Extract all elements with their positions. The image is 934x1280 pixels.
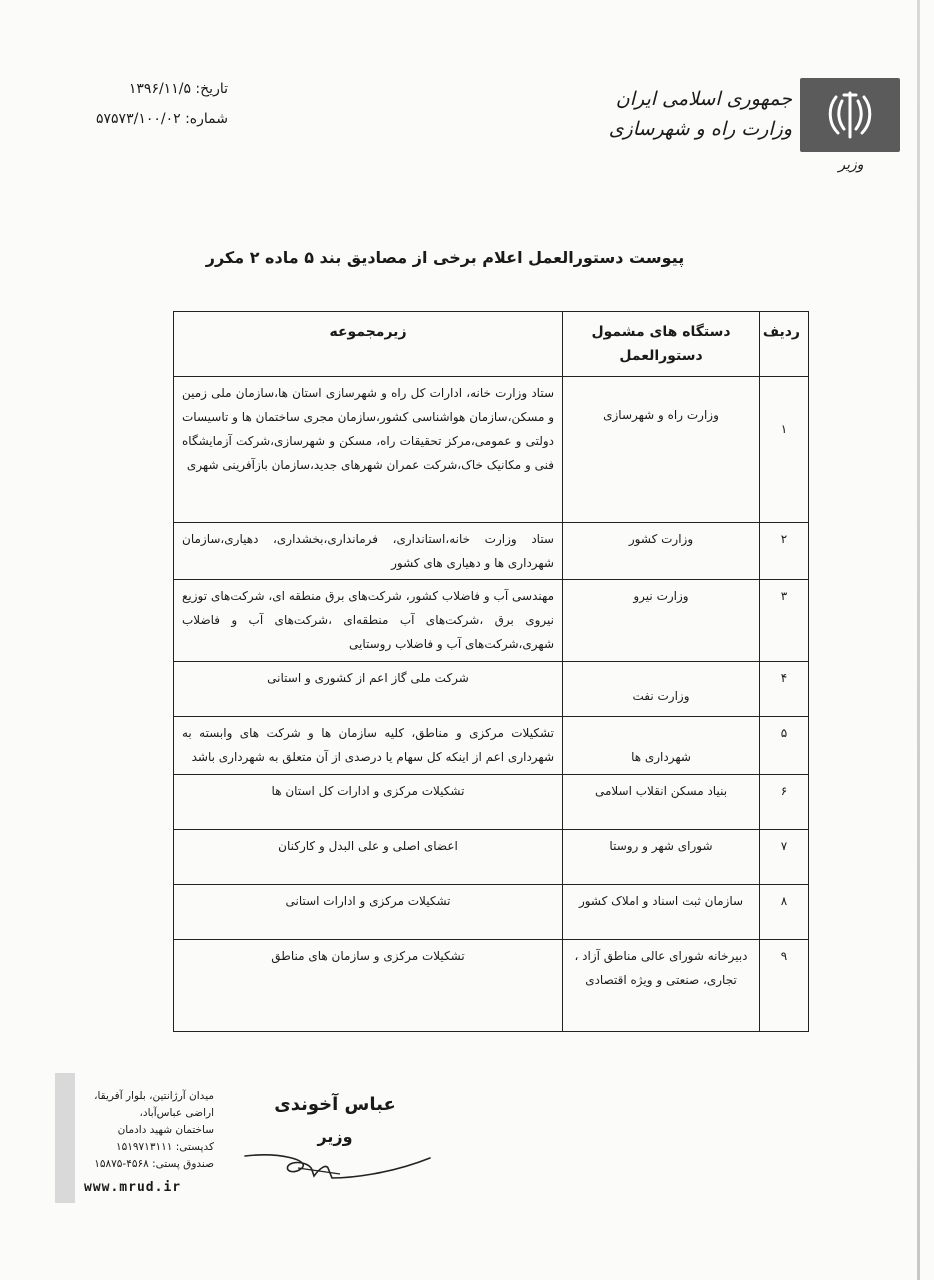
- table-row: [174, 940, 809, 1032]
- row-device: بنیاد مسکن انقلاب اسلامی: [563, 775, 760, 830]
- address-line: میدان آرژانتین، بلوار آفریقا،: [94, 1090, 214, 1102]
- appendix-table: [173, 311, 809, 1032]
- signature-icon: [240, 1138, 440, 1188]
- document-title: پیوست دستورالعمل اعلام برخی از مصادیق بند ۵ ماده ۲ مکرر: [205, 248, 685, 267]
- row-number: ۷: [760, 830, 809, 885]
- letter-meta: [78, 74, 228, 134]
- row-number: ۸: [760, 885, 809, 940]
- scan-edge: [917, 0, 920, 1280]
- row-device: وزارت نیرو: [563, 580, 760, 662]
- table-row: [174, 523, 809, 580]
- table-row: [174, 885, 809, 940]
- row-device: شورای شهر و روستا: [563, 830, 760, 885]
- iran-emblem-icon: [800, 78, 900, 152]
- footer-sidebar-strip: [55, 1073, 75, 1203]
- header-device: دستگاه های مشمول دستورالعمل: [563, 312, 760, 377]
- postal-code: کدپستی: ۱۵۱۹۷۱۳۱۱۱: [115, 1141, 214, 1153]
- table-row: [174, 717, 809, 775]
- row-device: وزارت راه و شهرسازی: [563, 377, 760, 523]
- row-device: وزارت کشور: [563, 523, 760, 580]
- letter-number: شماره: ۵۷۵۷۳/۱۰۰/۰۲: [96, 111, 228, 127]
- signer-name: عباس آخوندی: [274, 1094, 396, 1115]
- table-row: [174, 775, 809, 830]
- table-row: [174, 377, 809, 523]
- row-number: ۶: [760, 775, 809, 830]
- row-subset: تشکیلات مرکزی و ادارات کل استان ها: [174, 775, 563, 830]
- row-subset: ستاد وزارت خانه،استانداری، فرمانداری،بخشداری، دهیاری،سازمان شهرداری ها و دهیاری های کشور: [174, 523, 563, 580]
- row-subset: ستاد وزارت خانه، ادارات کل راه و شهرسازی استان ها،سازمان ملی زمین و مسکن،سازمان هواشناسی کشور،سازمان مجری ساختمان ها و تاسیسات دولتی و عمومی،مرکز تحقیقات راه، مسکن و شهرسازی،شرکت آزمایشگاه فنی و مکانیک خاک،شرکت عمران شهرهای جدید،سازمان بازآفرینی شهری: [174, 377, 563, 523]
- table-row: [174, 580, 809, 662]
- row-subset: شرکت ملی گاز اعم از کشوری و استانی: [174, 662, 563, 717]
- table-header-row: [174, 312, 809, 377]
- row-subset: مهندسی آب و فاضلاب کشور، شرکت‌های برق منطقه ای، شرکت‌های توزیع نیروی برق ،شرکت‌های آب منطقه‌ای ،شرکت‌های آب و فاضلاب شهری،شرکت‌های آب و فاضلاب روستایی: [174, 580, 563, 662]
- row-device: سازمان ثبت اسناد و املاک کشور: [563, 885, 760, 940]
- table-row: [174, 662, 809, 717]
- row-number: ۵: [760, 717, 809, 775]
- website-link[interactable]: www.mrud.ir: [84, 1180, 182, 1195]
- letter-date: تاریخ: ۱۳۹۶/۱۱/۵: [128, 81, 228, 97]
- organization-name: [609, 84, 792, 144]
- signer-role: وزیر: [317, 1127, 353, 1146]
- row-device: شهرداری ها: [563, 717, 760, 775]
- row-device: وزارت نفت: [563, 662, 760, 717]
- row-number: ۱: [760, 377, 809, 523]
- row-number: ۹: [760, 940, 809, 1032]
- minister-tag: وزیر: [838, 157, 864, 173]
- row-number: ۲: [760, 523, 809, 580]
- header-row-no: ردیف: [760, 312, 809, 377]
- row-subset: تشکیلات مرکزی و ادارات استانی: [174, 885, 563, 940]
- ministry-address: [82, 1088, 214, 1173]
- row-number: ۴: [760, 662, 809, 717]
- org-line-2: وزارت راه و شهرسازی: [608, 118, 792, 140]
- address-line: ساختمان شهید دادمان: [117, 1124, 214, 1136]
- row-number: ۳: [760, 580, 809, 662]
- po-box: صندوق پستی: ۴۵۶۸-۱۵۸۷۵: [94, 1158, 214, 1170]
- header-subset: زیرمجموعه: [174, 312, 563, 377]
- row-device: دبیرخانه شورای عالی مناطق آزاد ، تجاری، صنعتی و ویژه اقتصادی: [563, 940, 760, 1032]
- table-row: [174, 830, 809, 885]
- org-line-1: جمهوری اسلامی ایران: [615, 88, 792, 110]
- row-subset: تشکیلات مرکزی و مناطق، کلیه سازمان ها و شرکت های وابسته به شهرداری اعم از اینکه کل سهام یا درصدی از آن متعلق به شهرداری باشد: [174, 717, 563, 775]
- row-subset: تشکیلات مرکزی و سازمان های مناطق: [174, 940, 563, 1032]
- address-line: اراضی عباس‌آباد،: [139, 1107, 214, 1119]
- row-subset: اعضای اصلی و علی البدل و کارکنان: [174, 830, 563, 885]
